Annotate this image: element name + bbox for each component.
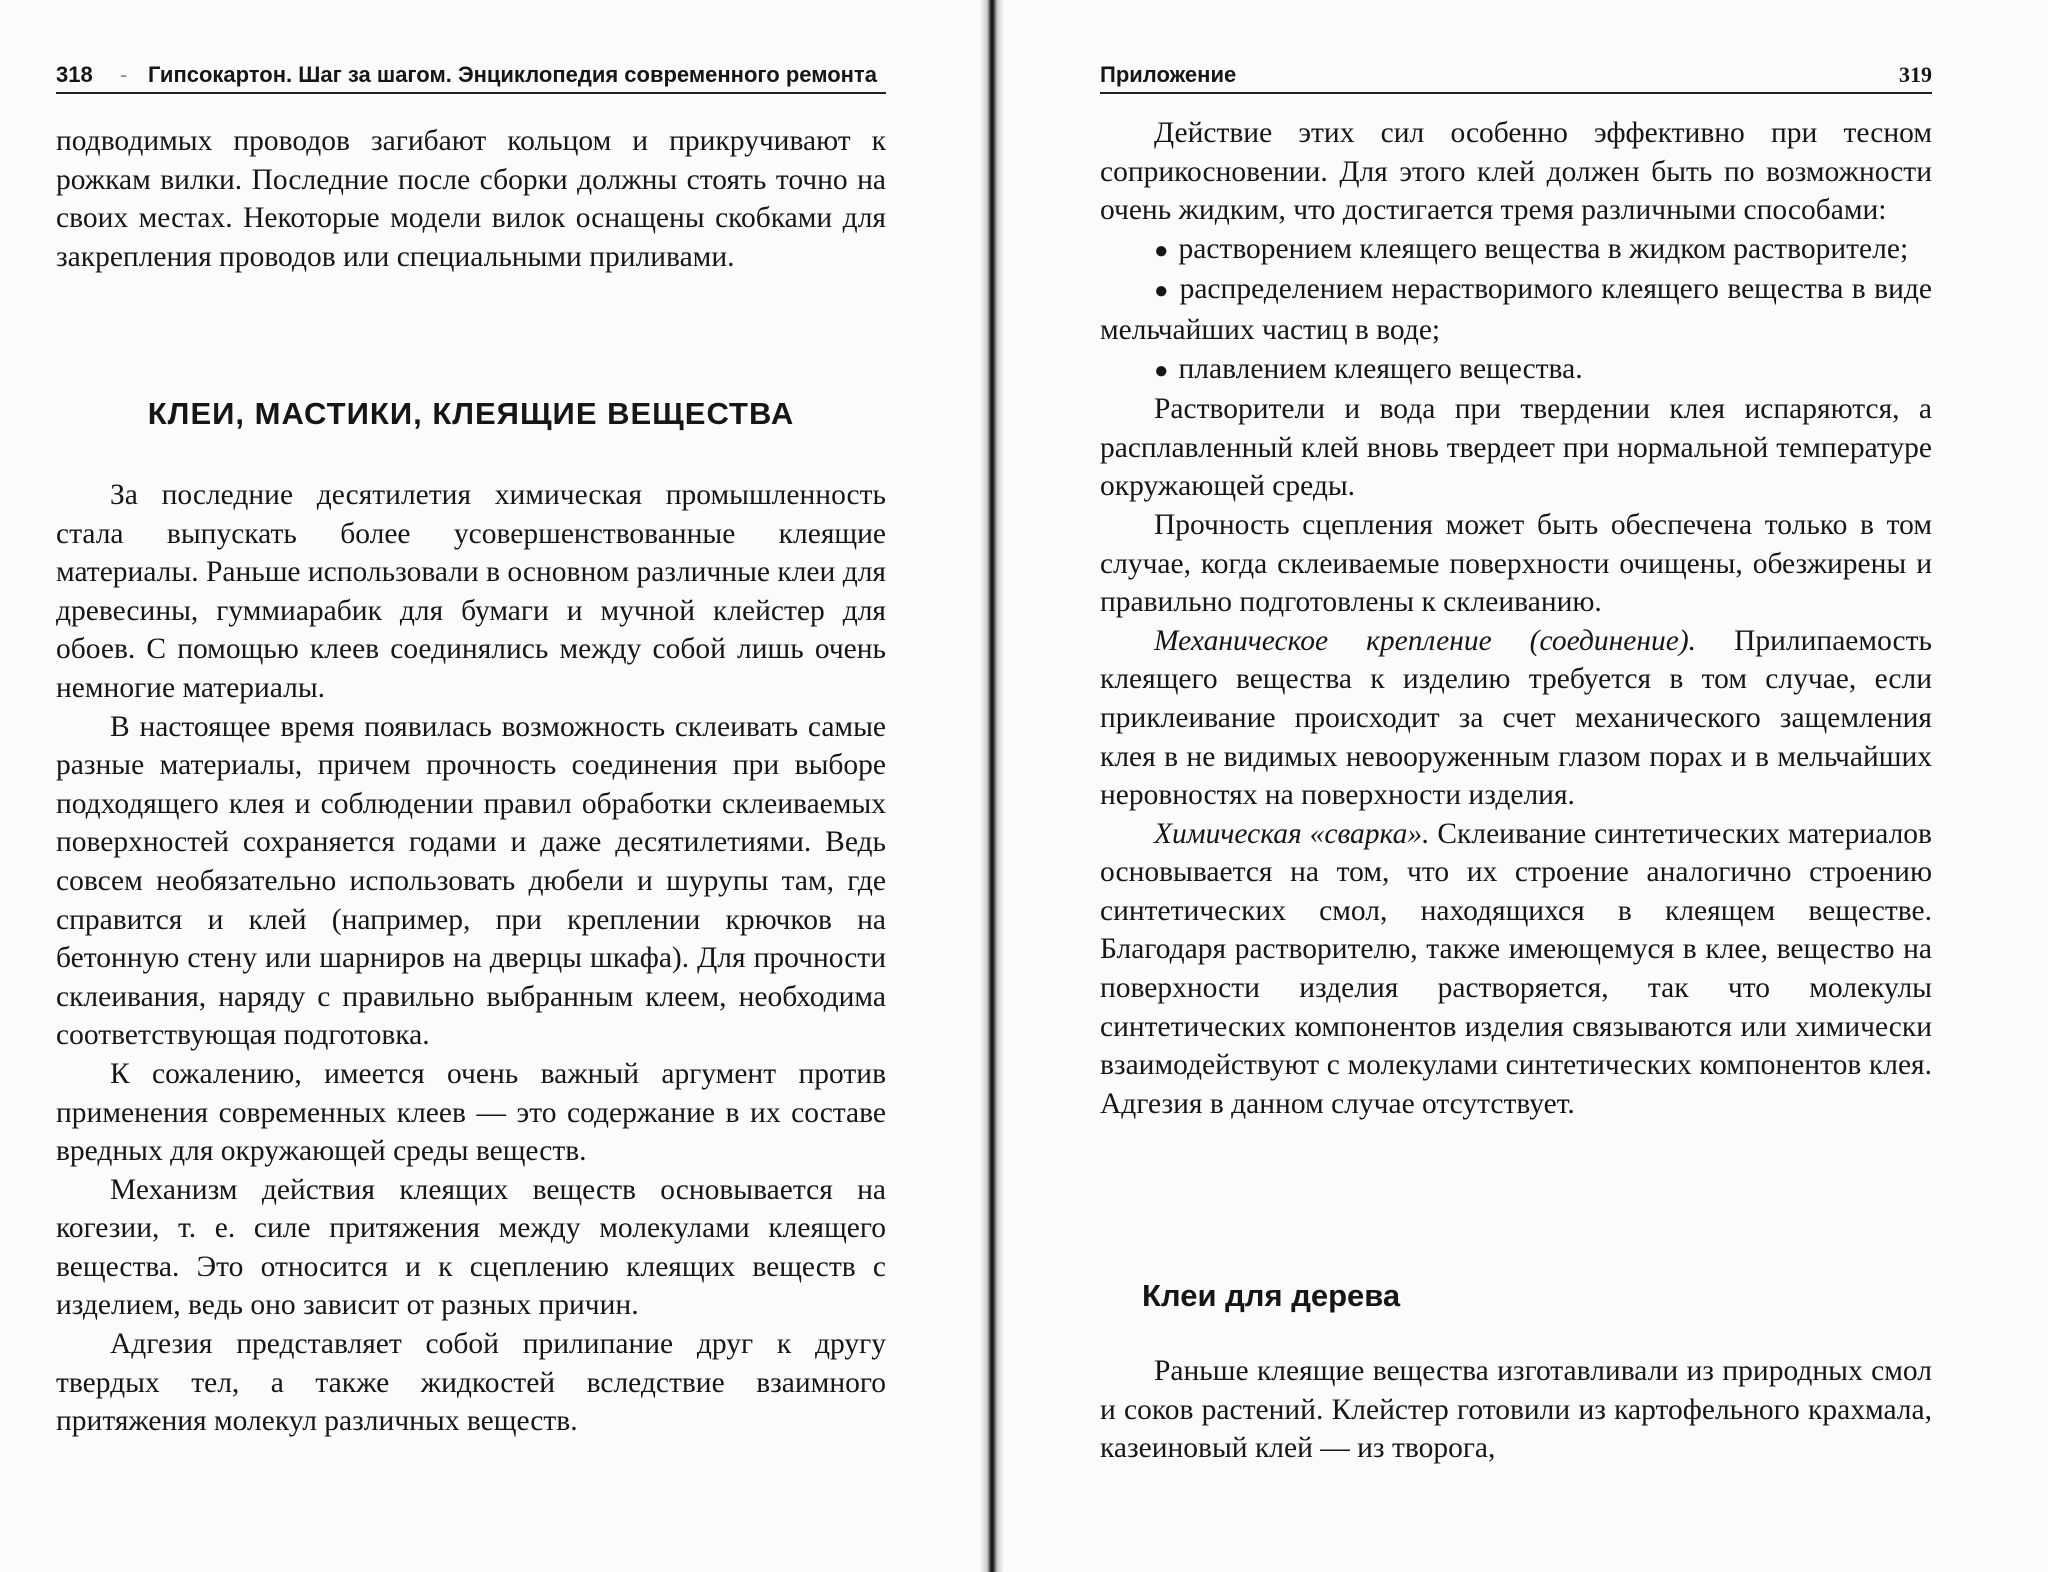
paragraph: Растворители и вода при твердении клея испаряются, а расплавленный клей вновь твердеет при нормальной температуре окружающей среды. <box>1100 393 1932 503</box>
intro-paragraph: Действие этих сил особенно эффективно при тесном соприкосновении. Для этого клей должен быть по возможности очень жидким, что достигается тремя различными способами: <box>1100 117 1932 227</box>
list-item <box>1100 230 1932 271</box>
list-item <box>1100 270 1932 349</box>
paragraph <box>1100 622 1932 815</box>
list-item-text: растворением клеящего вещества в жидком растворителе; <box>1178 232 1909 265</box>
bullet-icon: ● <box>1154 237 1169 264</box>
list-item-text: плавлением клеящего вещества. <box>1178 352 1583 385</box>
list-item-text: распределением нерастворимого клеящего вещества в виде мельчайших частиц в воде; <box>1100 273 1933 346</box>
page-number-left: 318 <box>56 62 93 87</box>
left-continued-text <box>56 122 886 276</box>
paragraph: Механизм действия клеящих веществ основывается на когезии, т. е. силе притяжения между молекулами клеящего вещества. Это относится и к сцеплению клеящих веществ с изделием, ведь оно зависит от разных причин. <box>56 1173 886 1322</box>
bullet-icon: ● <box>1154 357 1169 384</box>
term-chemical: Химическая «сварка». <box>1154 817 1430 850</box>
continued-paragraph: подводимых проводов загибают кольцом и прикручивают к рожкам вилки. Последние после сборки должны стоять точно на своих местах. Некоторые модели вилок оснащены скобками для закрепления проводов или специальными приливами. <box>56 125 886 273</box>
section-heading: КЛЕИ, МАСТИКИ, КЛЕЯЩИЕ ВЕЩЕСТВА <box>147 396 795 431</box>
paragraph: К сожалению, имеется очень важный аргумент против применения современных клеев — это содержание в их составе вредных для окружающей среды веществ. <box>56 1057 886 1168</box>
paragraph: Прочность сцепления может быть обеспечена только в том случае, когда склеиваемые поверхности очищены, обезжирены и правильно подготовлены к склеиванию. <box>1100 508 1932 619</box>
book-title: Гипсокартон. Шаг за шагом. Энциклопедия современного ремонта <box>148 62 877 87</box>
term-mechanical-text: Прилипаемость клеящего вещества к изделию требуется в том случае, если приклеивание происходит за счет механического защемления клея в не видимых невооруженным глазом порах и в мельчайших неровностях на поверхности изделия. <box>1100 624 1932 812</box>
subsection-heading: Клеи для дерева <box>1142 1278 1401 1313</box>
paragraph: Адгезия представляет собой прилипание друг к другу твердых тел, а также жидкостей вследствие взаимного притяжения молекул различных веществ. <box>56 1328 886 1438</box>
list-item <box>1100 350 1932 391</box>
section-running-title: Приложение <box>1100 62 1237 87</box>
paragraph: За последние десятилетия химическая промышленность стала выпускать более усовершенствованные клеящие материалы. Раньше использовали в основном различные клеи для древесины, гуммиарабик для бумаги и мучной клейстер для обоев. С помощью клеев соединялись между собой лишь очень немногие материалы. <box>56 479 886 704</box>
left-page <box>56 0 886 1572</box>
term-chemical-text: Склеивание синтетических материалов основывается на том, что их строение аналогично строению синтетических смол, находящихся в клеящем веществе. Благодаря растворителю, также имеющемуся в клее, вещество на поверхности изделия растворяется, так что молекулы синтетических компонентов изделия связываются или химически взаимодействуют с молекулами синтетических компонентов клея. Адгезия в данном случае отсутствует. <box>1100 817 1932 1120</box>
running-head-separator: - <box>120 62 128 87</box>
right-page <box>1100 0 1932 1572</box>
wood-glue-text <box>1100 1352 1932 1468</box>
paragraph: В настоящее время появилась возможность склеивать самые разные материалы, причем прочность соединения при выборе подходящего клея и соблюдении правил обработки склеиваемых поверхностей сохраняется годами и даже десятилетиями. Ведь совсем необязательно использовать дюбели и шурупы там, где справится и клей (например, при креплении крючков на бетонную стену или шарниров на дверцы шкафа). Для прочности склеивания, наряду с правильно выбранным клеем, необходима соответствующая подготовка. <box>56 710 886 1052</box>
methods-list <box>1100 230 1932 390</box>
paragraph: Раньше клеящие вещества изготавливали из природных смол и соков растений. Клейстер готовили из картофельного крахмала, казеиновый клей — из творога, <box>1100 1355 1932 1465</box>
paragraph <box>1100 815 1932 1124</box>
bullet-icon: ● <box>1154 278 1170 305</box>
book-gutter <box>980 0 1004 1572</box>
right-running-head <box>1100 52 1932 94</box>
right-body-text <box>1100 114 1932 1123</box>
left-running-head <box>56 52 886 94</box>
left-body-text <box>56 476 886 1441</box>
term-mechanical: Механическое крепление (соединение). <box>1154 624 1697 657</box>
page-number-right: 319 <box>1899 62 1932 87</box>
